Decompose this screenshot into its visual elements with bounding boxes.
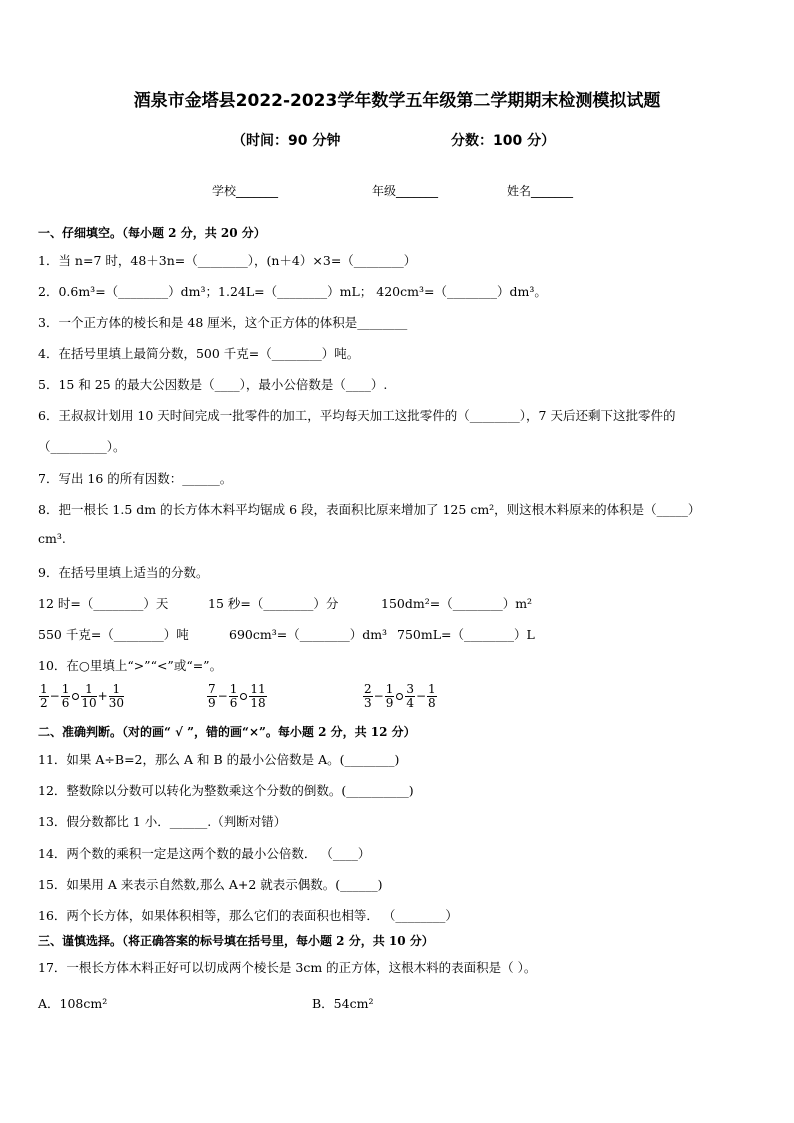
- fraction: $\frac{1}{2}$: [40, 682, 48, 710]
- question-10: 10．在○里填上“>”“<”或“=”。: [38, 658, 223, 673]
- fraction: $\frac{1}{8}$: [428, 682, 436, 710]
- question-17: 17．一根长方体木料正好可以切成两个棱长是 3cm 的正方体，这根木料的表面积是（ ）。: [38, 960, 537, 975]
- fraction: $\frac{2}{3}$: [364, 682, 372, 710]
- question-5: 5．15 和 25 的最大公因数是（____），最小公倍数是（____）.: [38, 377, 388, 392]
- name-field[interactable]: 姓名_______: [507, 184, 574, 198]
- fraction-compare-3: $\frac{2}{3}$ − $\frac{1}{9}$ $\frac{3}{4}$ − $\frac{1}{8}$: [364, 682, 436, 710]
- section-1-heading: 一、仔细填空。（每小题 2 分，共 20 分）: [38, 226, 266, 240]
- question-2: 2．0.6m³=（________）dm³；1.24L=（________）mL； 420cm³=（________）dm³。: [38, 284, 547, 299]
- fraction: $\frac{3}{4}$: [406, 682, 414, 710]
- q9-item-c: 150dm²=（________）m²: [381, 596, 533, 611]
- question-15: 15．如果用 A 来表示自然数,那么 A+2 就表示偶数。(______): [38, 877, 383, 892]
- question-4: 4．在括号里填上最简分数，500 千克=（________）吨。: [38, 346, 360, 361]
- question-1: 1．当 n=7 时，48＋3n=（________），(n＋4）×3=（________）: [38, 253, 417, 268]
- page-title: 酒泉市金塔县2022-2023学年数学五年级第二学期期末检测模拟试题: [133, 91, 661, 111]
- q9-item-f: 750mL=（________）L: [397, 627, 535, 642]
- fraction: $\frac{1}{6}$: [229, 682, 238, 710]
- question-14: 14．两个数的乘积一定是这两个数的最小公倍数． （____）: [38, 846, 371, 861]
- fraction: $\frac{1}{9}$: [385, 682, 394, 710]
- question-12: 12．整数除以分数可以转化为整数乘这个分数的倒数。(__________): [38, 783, 414, 798]
- grade-field[interactable]: 年级_______: [372, 184, 439, 198]
- time-limit: （时间：90 分钟: [232, 133, 341, 149]
- question-7: 7．写出 16 的所有因数：______。: [38, 471, 233, 486]
- q9-item-e: 690cm³=（________）dm³: [229, 627, 388, 642]
- q9-item-d: 550 千克=（________）吨: [38, 627, 189, 642]
- compare-circle[interactable]: [396, 693, 403, 700]
- question-8: 8．把一根长 1.5 dm 的长方体木料平均锯成 6 段，表面积比原来增加了 125 cm²，则这根木料原来的体积是（_____）: [38, 502, 701, 517]
- fraction-compare-1: $\frac{1}{2}$ − $\frac{1}{6}$ $\frac{1}{10}$ + $\frac{1}{30}$: [40, 682, 124, 710]
- question-16: 16．两个长方体，如果体积相等，那么它们的表面积也相等． （________）: [38, 908, 458, 923]
- question-9: 9．在括号里填上适当的分数。: [38, 565, 209, 580]
- option-a[interactable]: A．108cm²: [38, 996, 108, 1011]
- section-3-heading: 三、谨慎选择。（将正确答案的标号填在括号里，每小题 2 分，共 10 分）: [38, 934, 434, 948]
- fraction: $\frac{1}{6}$: [61, 682, 70, 710]
- question-3: 3．一个正方体的棱长和是 48 厘米，这个正方体的体积是________: [38, 315, 408, 330]
- question-11: 11．如果 A÷B=2，那么 A 和 B 的最小公倍数是 A。(________): [38, 752, 400, 767]
- question-13: 13．假分数都比 1 小．______.（判断对错）: [38, 814, 287, 829]
- fraction: $\frac{1}{10}$: [81, 682, 97, 710]
- fraction: $\frac{7}{9}$: [208, 682, 216, 710]
- q9-item-a: 12 时=（________）天: [38, 596, 169, 611]
- school-field[interactable]: 学校_______: [212, 184, 279, 198]
- fraction: $\frac{11}{18}$: [250, 682, 266, 710]
- question-6-cont: （_________）。: [38, 439, 126, 454]
- fraction: $\frac{1}{30}$: [108, 682, 124, 710]
- compare-circle[interactable]: [72, 693, 79, 700]
- total-score: 分数：100 分）: [451, 133, 556, 149]
- fraction-compare-2: $\frac{7}{9}$ − $\frac{1}{6}$ $\frac{11}{18}$: [208, 682, 266, 710]
- question-8-cont: cm³.: [38, 531, 66, 546]
- option-b[interactable]: B．54cm²: [312, 996, 374, 1011]
- question-6: 6．王叔叔计划用 10 天时间完成一批零件的加工，平均每天加工这批零件的（________），7 天后还剩下这批零件的: [38, 408, 676, 423]
- section-2-heading: 二、准确判断。（对的画“ √ ”，错的画“×”。每小题 2 分，共 12 分）: [38, 725, 416, 739]
- compare-circle[interactable]: [240, 693, 247, 700]
- q9-item-b: 15 秒=（________）分: [208, 596, 339, 611]
